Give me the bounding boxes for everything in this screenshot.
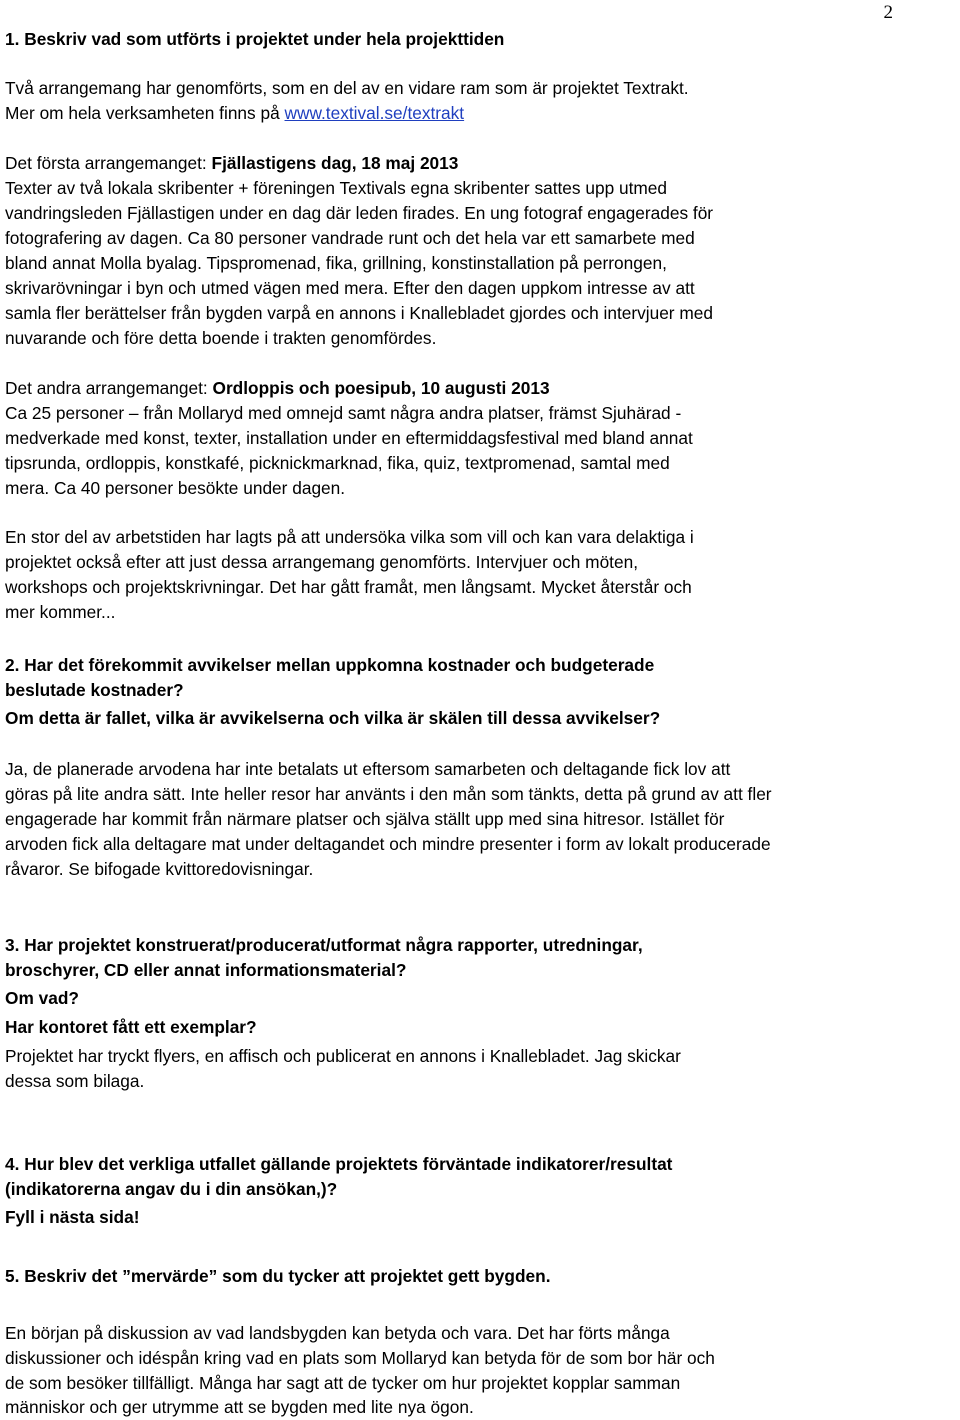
event-2-line: tipsrunda, ordloppis, konstkafé, picknickmarknad, fika, quiz, textpromenad, samtal med (5, 453, 670, 473)
work-paragraph-line: mer kommer... (5, 602, 116, 622)
event-2-line: Ca 25 personer – från Mollaryd med omnejd samt några andra platser, främst Sjuhärad - (5, 403, 682, 423)
section-5-answer-line: människor och ger utrymme att se bygden med lite nya ögon. (5, 1397, 474, 1417)
event-1-line: skrivarövningar i byn och utmed vägen med mera. Efter den dagen uppkom intresse av att (5, 278, 695, 298)
event-1-heading (5, 151, 458, 176)
section-5-answer-line: de som besöker tillfälligt. Många har sagt att de tycker om hur projektet kopplar samman (5, 1373, 681, 1393)
section-5-answer-line: En början på diskussion av vad landsbygden kan betyda och vara. Det har förts många (5, 1323, 670, 1343)
event-2-line: mera. Ca 40 personer besökte under dagen. (5, 478, 346, 498)
section-3-heading: Om vad? (5, 988, 79, 1008)
section-4-heading: (indikatorerna angav du i din ansökan,)? (5, 1179, 338, 1199)
section-1-heading: 1. Beskriv vad som utförts i projektet under hela projekttiden (5, 29, 505, 49)
event-2-line: medverkade med konst, texter, installation under en eftermiddagsfestival med bland annat (5, 428, 693, 448)
event-2-heading (5, 376, 550, 401)
section-2-answer-line: engagerade har kommit från närmare platser och själva ställt upp med sina hitresor. Istället för (5, 809, 725, 829)
event-2-label: Det andra arrangemanget: (5, 378, 213, 398)
section-3-heading: Har kontoret fått ett exemplar? (5, 1017, 257, 1037)
work-paragraph-line: projektet också efter att just dessa arrangemang genomförts. Intervjuer och möten, (5, 552, 639, 572)
event-1-line: fotografering av dagen. Ca 80 personer vandrade runt och det hela var ett samarbete med (5, 228, 695, 248)
section-3-heading: 3. Har projektet konstruerat/producerat/utformat några rapporter, utredningar, (5, 935, 643, 955)
intro-line-1: Två arrangemang har genomförts, som en del av en vidare ram som är projektet Textrakt. (5, 78, 689, 98)
section-2-heading: beslutade kostnader? (5, 680, 184, 700)
intro-line-2 (5, 101, 464, 126)
section-5-answer-line: diskussioner och idéspån kring vad en plats som Mollaryd kan betyda för de som bor här och (5, 1348, 715, 1368)
event-1-line: bland annat Molla byalag. Tipspromenad, fika, grillning, konstinstallation på perrongen, (5, 253, 667, 273)
section-3-answer-line: Projektet har tryckt flyers, en affisch och publicerat en annons i Knallebladet. Jag skickar (5, 1046, 681, 1066)
section-2-answer-line: göras på lite andra sätt. Inte heller resor har använts i den mån som tänkts, detta på grund av att fler (5, 784, 772, 804)
event-2-title: Ordloppis och poesipub, 10 augusti 2013 (212, 378, 550, 398)
section-2-heading: Om detta är fallet, vilka är avvikelserna och vilka är skälen till dessa avvikelser? (5, 708, 661, 728)
textrakt-link[interactable]: www.textival.se/textrakt (284, 103, 465, 123)
event-1-line: Texter av två lokala skribenter + föreningen Textivals egna skribenter sattes upp utmed (5, 178, 668, 198)
section-2-heading: 2. Har det förekommit avvikelser mellan uppkomna kostnader och budgeterade (5, 655, 655, 675)
work-paragraph-line: workshops och projektskrivningar. Det har gått framåt, men långsamt. Mycket återstår och (5, 577, 692, 597)
event-1-line: samla fler berättelser från bygden varpå en annons i Knallebladet gjordes och intervjuer med (5, 303, 713, 323)
section-2-answer-line: Ja, de planerade arvodena har inte betalats ut eftersom samarbeten och deltagande fick lov att (5, 759, 731, 779)
work-paragraph-line: En stor del av arbetstiden har lagts på att undersöka vilka som vill och kan vara delaktiga i (5, 527, 694, 547)
event-1-line: vandringsleden Fjällastigen under en dag där leden firades. En ung fotograf engagerades för (5, 203, 714, 223)
section-2-answer-line: arvoden fick alla deltagare mat under deltagandet och mindre presenter i form av lokalt producerade (5, 834, 771, 854)
event-1-title: Fjällastigens dag, 18 maj 2013 (211, 153, 459, 173)
event-1-line: nuvarande och före detta boende i trakten genomfördes. (5, 328, 437, 348)
section-2-answer-line: råvaror. Se bifogade kvittoredovisningar. (5, 859, 314, 879)
page-number: 2 (883, 2, 893, 23)
section-3-answer-line: dessa som bilaga. (5, 1071, 145, 1091)
section-4-heading: Fyll i nästa sida! (5, 1207, 140, 1227)
section-5-heading: 5. Beskriv det ”mervärde” som du tycker att projektet gett bygden. (5, 1266, 551, 1286)
section-4-heading: 4. Hur blev det verkliga utfallet gällande projektets förväntade indikatorer/resultat (5, 1154, 673, 1174)
event-1-label: Det första arrangemanget: (5, 153, 212, 173)
section-3-heading: broschyrer, CD eller annat informationsmaterial? (5, 960, 407, 980)
intro-line-2-text: Mer om hela verksamheten finns på (5, 103, 285, 123)
